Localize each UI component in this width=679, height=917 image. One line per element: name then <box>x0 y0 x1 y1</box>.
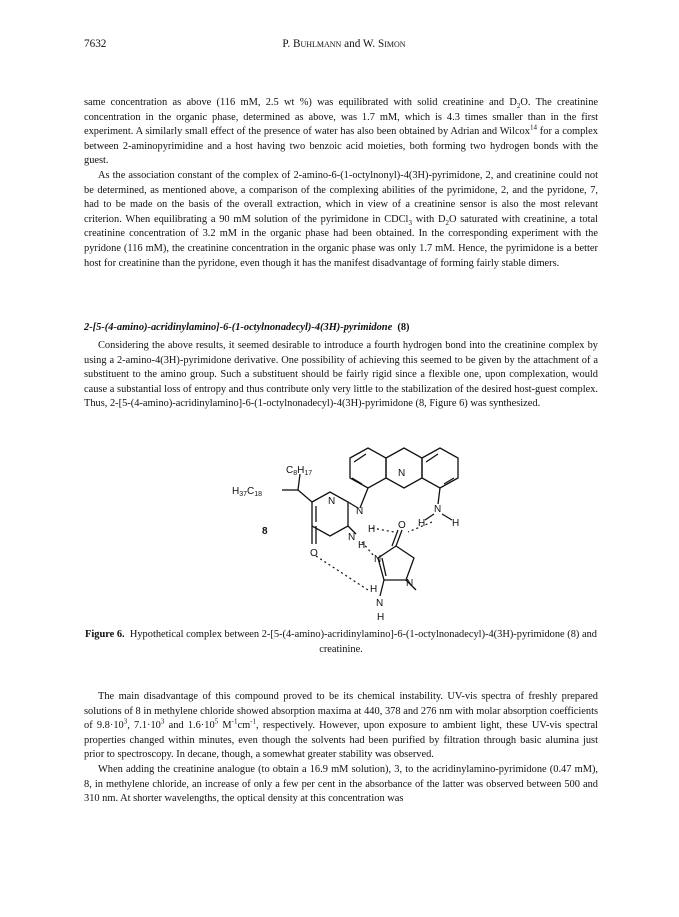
paragraph-2: As the association constant of the complex of 2-amino-6-(1-octylnonyl)-4(3H)-pyrimidone, 2, and creatinine could not be determined, as mentioned above, a comparison of the complexing abilities of the pyrimidone, 2, and the pyridone, 7, had to be made on the basis of the overall extraction, which in view of a creatinine sensor is also the most relevant criterion. When equilibrating a 90 mM solution of the pyrimidone in CDCl$_3$ with $D_2O$ saturated with creatinine, a total creatinine concentration of 3.2 mM in the organic phase had been obtained. In the corresponding experiment with the pyridone (116 mM), the creatinine concentration in the organic phase was only 1.7 mM. Hence, the pyrimidone is a better host for creatinine than the pyridone, even though it has the manifest disadvantage of forming fairly stable dimers. <box>84 169 598 269</box>
c8h17-label: $C_8H_{17}$ <box>286 465 313 477</box>
ring-nh-n-label: N <box>348 532 356 543</box>
creatinine-n-label: N <box>374 554 382 565</box>
creatinine-h-label: H <box>370 584 378 595</box>
creatinine-nme-label: N <box>406 578 414 589</box>
running-head-authors: P. Buhlmann and W. Simon <box>282 38 406 50</box>
nh2-h2-label: H <box>452 518 460 529</box>
paragraph-5: When adding the creatinine analogue (to obtain a 16.9 mM solution), 3, to the acridinylamino-pyrimidone (0.47 mM), 8, in methylene chloride, an increase of only a few per cent in the absorbance of the latter was observed between 500 and 310 nm. At shorter wavelengths, the optical density at this concentration was <box>84 763 598 805</box>
carbonyl-o-label: O <box>310 548 318 559</box>
creatinine-nh-n-label: N <box>376 598 384 609</box>
body-block-bottom <box>84 690 598 807</box>
body-block-top <box>84 96 598 271</box>
paragraph-1: same concentration as above (116 mM, 2.5 wt %) was equilibrated with solid creatinine and $D_2O$. The creatinine concentration in the organic phase, determined as above, was 1.7 mM, which is 4.3 times smaller than in the first experiment. A similarly small effect of the presence of water has also been obtained by Adrian and Wilcox$^{14}$ for a complex between 2-aminopyrimidine and a host having two benzoic acid moieties, both forming two hydrogen bonds with the guest. <box>84 97 599 167</box>
section-heading: 2-[5-(4-amino)-acridinylamino]-6-(1-octylnonadecyl)-4(3H)-pyrimidone (8) <box>84 322 410 333</box>
ring-nh-h-label: H <box>358 540 366 551</box>
chemical-structure-diagram <box>220 440 480 630</box>
figure-caption <box>84 628 598 657</box>
caption-label: Figure 6. <box>85 629 125 640</box>
running-header <box>84 38 604 52</box>
paragraph-3: Considering the above results, it seemed desirable to introduce a fourth hydrogen bond into the creatinine complex by using a 2-amino-4(3H)-pyrimidone derivative. One possibility of achieving this seemed to be given by the attachment of a substituent to the amino group. Such a substituent should be fairly rigid since a flexible one, upon complexation, would cause a substantial loss of entropy and thus contribute only very little to the stabilization of the desired host-guest complex. Thus, 2-[5-(4-amino)-acridinylamino]-6-(1-octylnonadecyl)-4(3H)-pyrimidone (8, Figure 6) was synthesized. <box>84 340 598 410</box>
amino-n-label: N <box>356 506 364 517</box>
creatinine-nh-h-label: H <box>377 612 385 623</box>
h37c18-label: $H_{37}C_{18}$ <box>232 486 263 498</box>
paragraph-4: The main disadvantage of this compound proved to be its chemical instability. UV-vis spectra of freshly prepared solutions of 8 in methylene chloride showed absorption maxima at 440, 378 and 276 nm with molar absorption coefficients of $9.8\cdot 10^3$, $7.1\cdot 10^3$ and $1.6\cdot 10^5$ $M^{-1}cm^{-1}$, respectively. However, upon exposure to ambient light, these UV-vis spectral properties changed within minutes, even though the solvents had been purified by filtration through basic alumina just prior to spectroscopy. In decane, though, a somewhat greater stability was observed. <box>84 691 598 761</box>
compound-number-label: 8 <box>262 526 268 537</box>
body-block-middle <box>84 339 598 412</box>
figure-6-structure <box>220 440 480 630</box>
page-number: 7632 <box>84 38 107 50</box>
amino-h-label: H <box>368 524 376 535</box>
acridine-right-ring <box>422 448 458 488</box>
nh2-n-label: N <box>434 504 442 515</box>
acridine-n-label: N <box>398 468 406 479</box>
acridine-left-ring <box>350 448 386 488</box>
nh2-h1-label: H <box>418 518 426 529</box>
creatinine-o-label: O <box>398 520 406 531</box>
pyrimidine-n3-label: N <box>328 496 336 507</box>
caption-text: Hypothetical complex between 2-[5-(4-amino)-acridinylamino]-6-(1-octylnonadecyl)-4(3H)-pyrimidone (8) and creatinine. <box>129 629 597 655</box>
